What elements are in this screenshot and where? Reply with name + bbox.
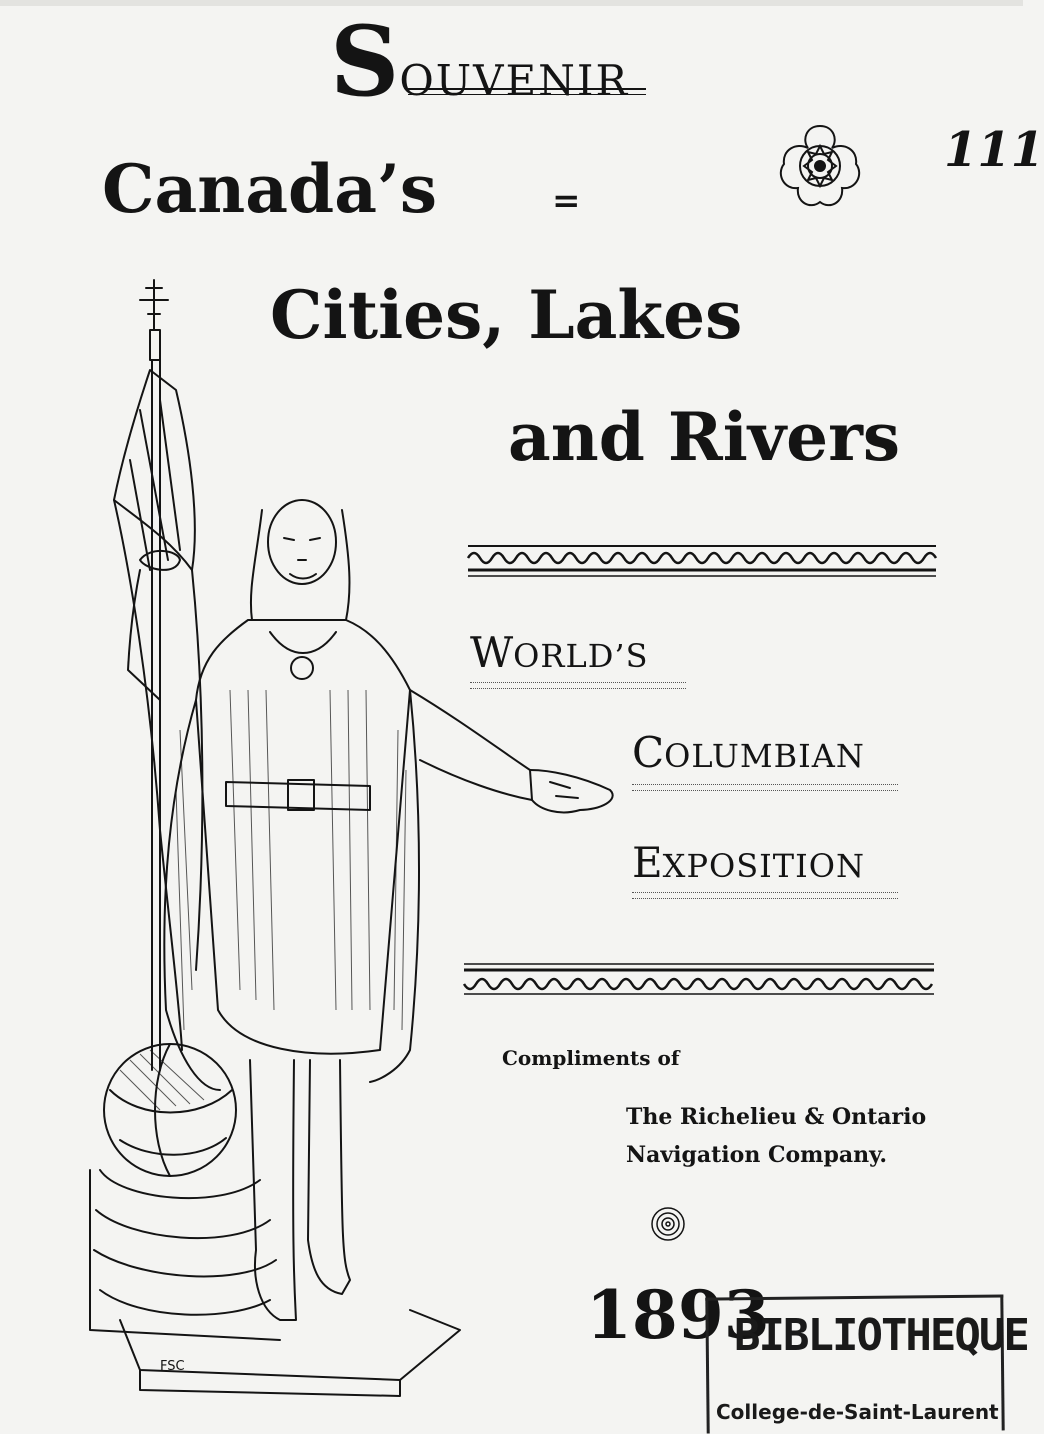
compliments-text: Compliments of [502, 1046, 680, 1070]
dotted-rule-columbian-2 [632, 790, 898, 791]
exposition-initial-w: W [470, 628, 514, 677]
souvenir-initial: S [330, 5, 400, 118]
spiral-ornament-icon [648, 1204, 688, 1244]
publication-year: 1893 [586, 1276, 770, 1354]
scan-edge [0, 0, 1023, 6]
columbus-statue-illustration [80, 270, 640, 1400]
handwritten-mark: 111 [944, 122, 1044, 178]
stamp-title: BIBLIOTHEQUE [734, 1310, 1028, 1361]
souvenir-underline [408, 88, 646, 90]
title-line-canada: Canada’s [102, 150, 438, 228]
title-separator: = [552, 181, 581, 221]
exposition-rest-columbian: OLUMBIAN [664, 737, 865, 775]
exposition-initial-c: C [632, 728, 665, 777]
title-line-cities: Cities, Lakes [270, 276, 743, 354]
company-name-line1: The Richelieu & Ontario [626, 1104, 927, 1130]
souvenir-underline-thin [408, 94, 646, 95]
rose-ornament-icon [772, 118, 868, 214]
company-name-line2: Navigation Company. [626, 1142, 888, 1168]
souvenir-rest: OUVENIR [399, 56, 630, 105]
exposition-line-exposition [632, 838, 865, 887]
dotted-rule-exposition-2 [632, 898, 898, 899]
dotted-rule-columbian [632, 784, 898, 785]
exposition-rest-exposition: XPOSITION [662, 847, 865, 885]
title-line-rivers: and Rivers [508, 398, 901, 476]
stamp-subtitle: College-de-Saint-Laurent [716, 1400, 999, 1424]
engraver-mark: FSC [160, 1359, 185, 1374]
souvenir-heading [330, 5, 670, 118]
exposition-rest-worlds: ORLD’S [513, 637, 649, 675]
dotted-rule-exposition [632, 892, 898, 893]
exposition-initial-e: E [632, 838, 663, 887]
exposition-line-columbian [632, 728, 865, 777]
